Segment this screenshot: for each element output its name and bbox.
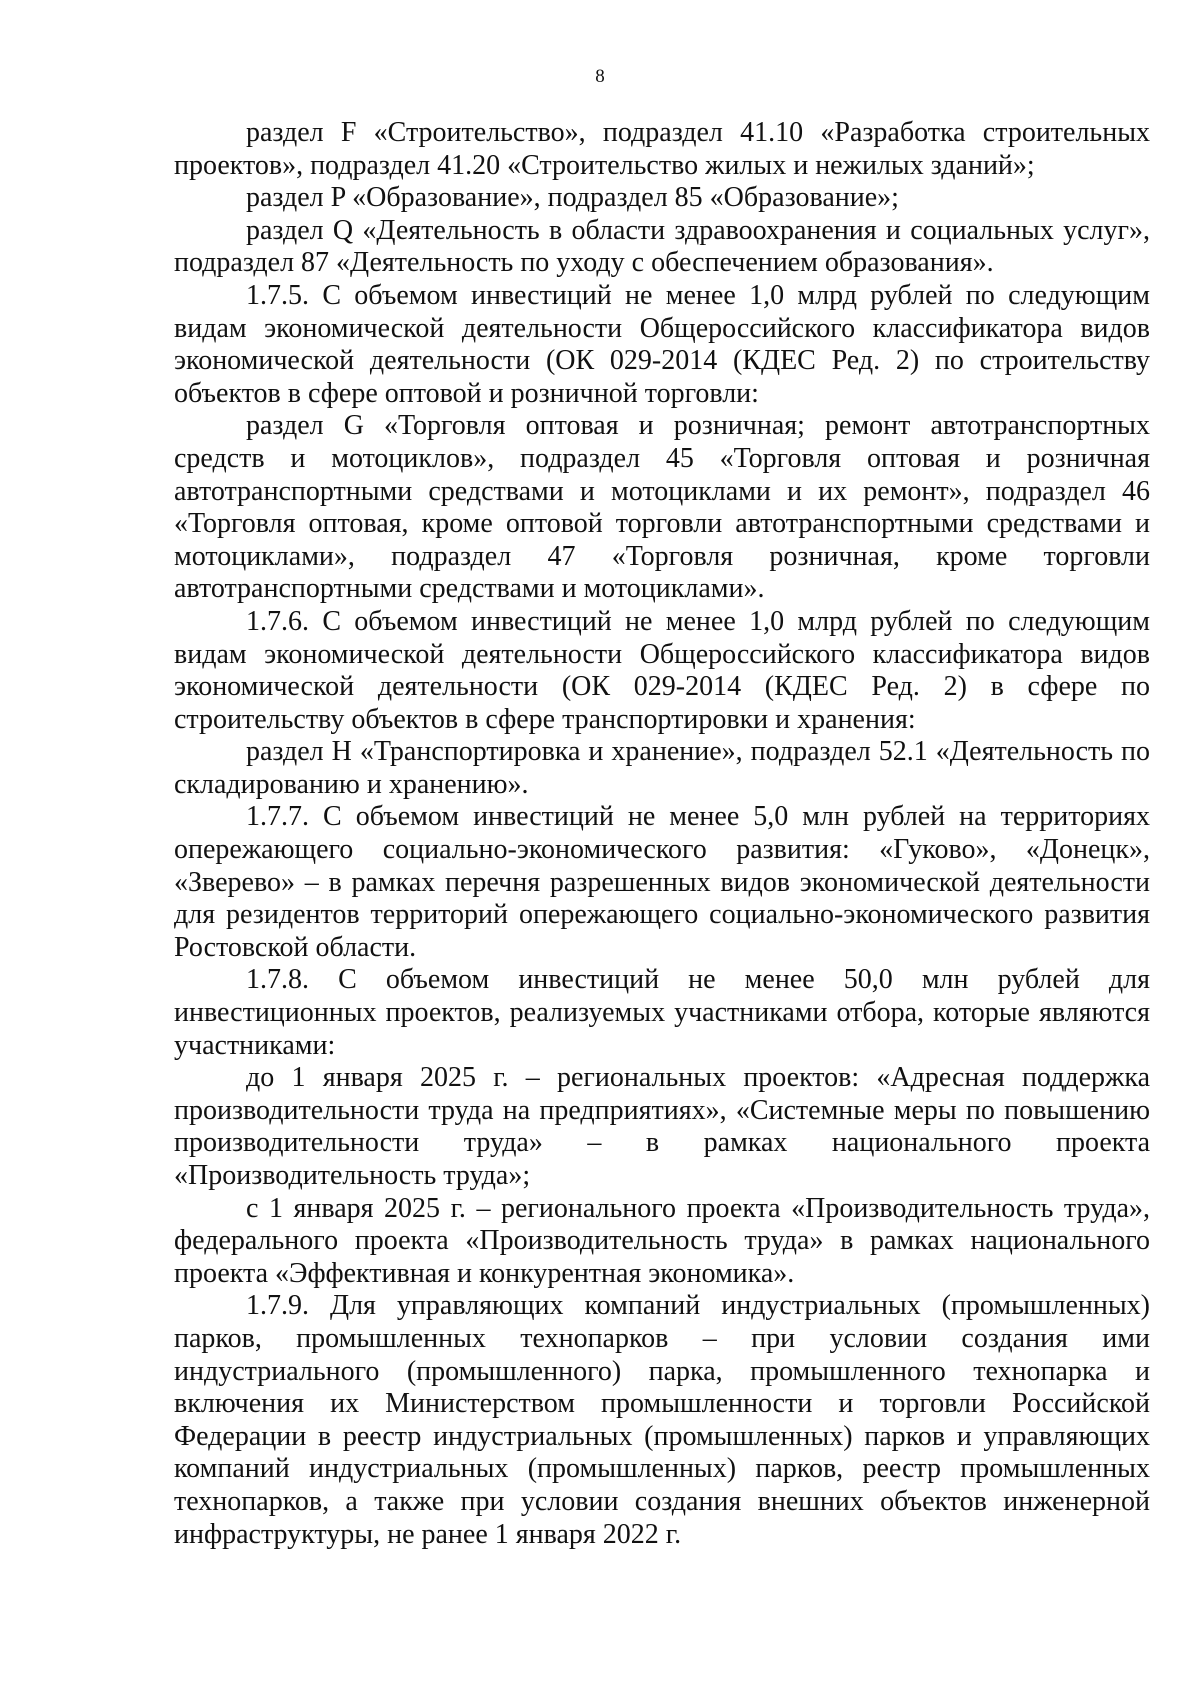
paragraph-1-7-8: 1.7.8. С объемом инвестиций не менее 50,0 млн рублей для инвестиционных проектов, реализуемых участниками отбора, которые являются участниками: <box>174 964 1150 1061</box>
paragraph-section-h: раздел H «Транспортировка и хранение», подраздел 52.1 «Деятельность по складированию и хранению». <box>174 736 1150 800</box>
paragraph-section-q: раздел Q «Деятельность в области здравоохранения и социальных услуг», подраздел 87 «Деятельность по уходу с обеспечением образования». <box>174 214 1150 279</box>
paragraph-1-7-9: 1.7.9. Для управляющих компаний индустриальных (промышленных) парков, промышленных технопарков – при условии создания ими индустриального (промышленного) парка, промышленного технопарка и включения их Министерством промышленности и торговли Российской Федерации в реестр индустриальных (промышленных) парков и управляющих компаний индустриальных (промышленных) парков, реестр промышленных технопарков, а также при условии создания внешних объектов инженерной инфраструктуры, не ранее 1 января 2022 г. <box>174 1290 1150 1550</box>
paragraph-section-f: раздел F «Строительство», подраздел 41.10 «Разработка строительных проектов», подраздел 41.20 «Строительство жилых и нежилых зданий»; <box>174 117 1150 181</box>
paragraph-section-g: раздел G «Торговля оптовая и розничная; ремонт автотранспортных средств и мотоциклов», подраздел 45 «Торговля оптовая и розничная автотранспортными средствами и мотоциклами и их ремонт», подраздел 46 «Торговля оптовая, кроме оптовой торговли автотранспортными средствами и мотоциклами», подраздел 47 «Торговля розничная, кроме торговли автотранспортными средствами и мотоциклами». <box>174 410 1150 605</box>
paragraph-1-7-5: 1.7.5. С объемом инвестиций не менее 1,0 млрд рублей по следующим видам экономической деятельности Общероссийского классификатора видов экономической деятельности (ОК 029-2014 (КДЕС Ред. 2) по строительству объектов в сфере оптовой и розничной торговли: <box>174 279 1150 409</box>
paragraph-before-2025: до 1 января 2025 г. – региональных проектов: «Адресная поддержка производительности труда на предприятиях», «Системные меры по повышению производительности труда» – в рамках национального проекта «Производительность труда»; <box>174 1062 1150 1191</box>
paragraph-section-p: раздел P «Образование», подраздел 85 «Образование»; <box>246 182 899 214</box>
paragraph-1-7-6: 1.7.6. С объемом инвестиций не менее 1,0 млрд рублей по следующим видам экономической деятельности Общероссийского классификатора видов экономической деятельности (ОК 029-2014 (КДЕС Ред. 2) в сфере по строительству объектов в сфере транспортировки и хранения: <box>174 605 1150 735</box>
paragraph-1-7-7: 1.7.7. С объемом инвестиций не менее 5,0 млн рублей на территориях опережающего социально-экономического развития: «Гуково», «Донецк», «Зверево» – в рамках перечня разрешенных видов экономической деятельности для резидентов территорий опережающего социально-экономического развития Ростовской области. <box>174 801 1150 963</box>
page-number: 8 <box>595 66 605 87</box>
document-body <box>174 117 1150 1551</box>
paragraph-from-2025: с 1 января 2025 г. – регионального проекта «Производительность труда», федерального проекта «Производительность труда» в рамках национального проекта «Эффективная и конкурентная экономика». <box>174 1192 1150 1289</box>
